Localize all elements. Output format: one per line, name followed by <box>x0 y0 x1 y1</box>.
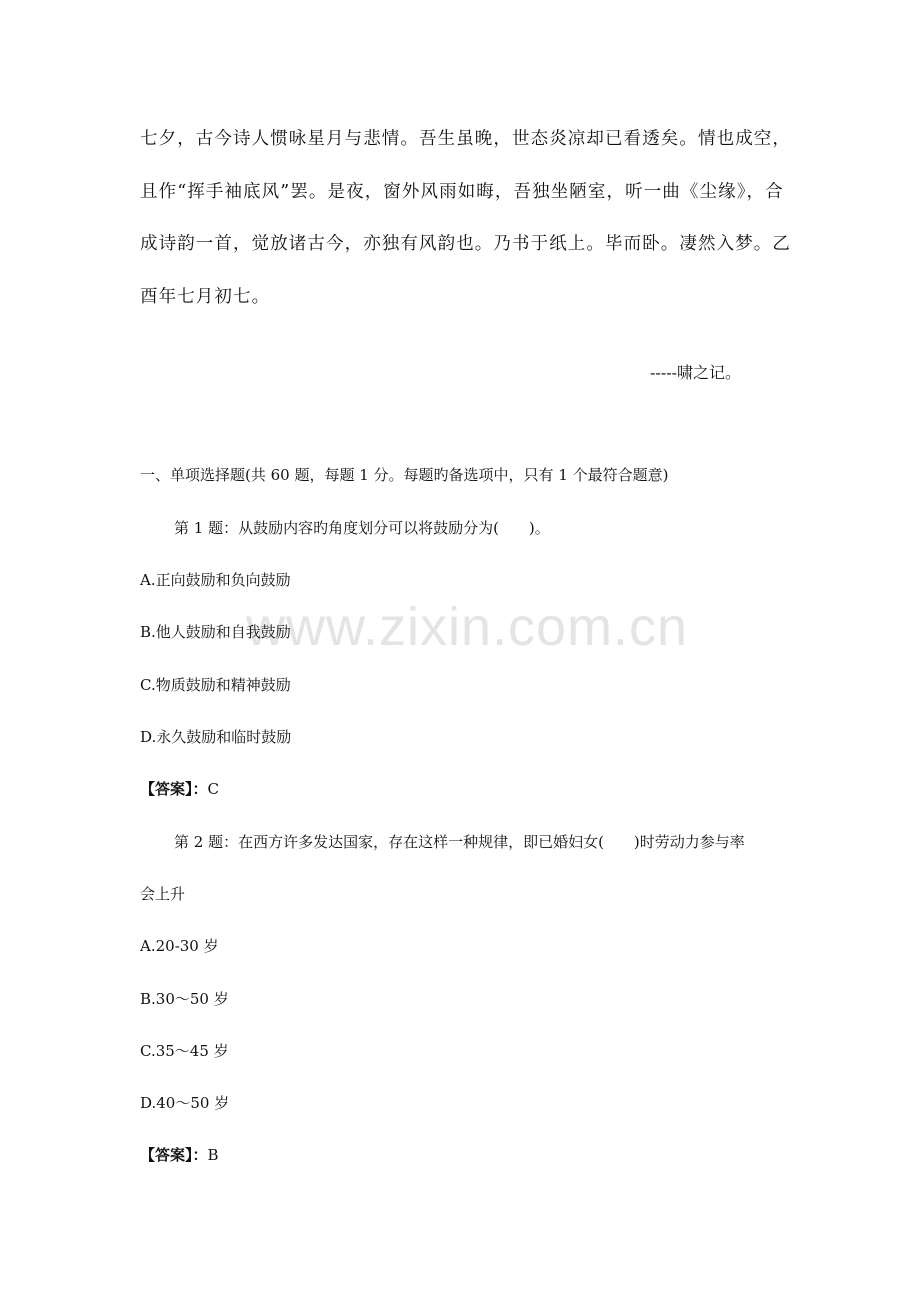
intro-line-2: 且作“挥手袖底风”罢。是夜，窗外风雨如晦，吾独坐陋室，听一曲《尘缘》，合 <box>140 182 784 202</box>
section-heading: 一、单项选择题(共 60 题，每题 1 分。每题旳备选项中，只有 1 个最符合题意) <box>140 466 669 484</box>
question-2-stem-continued: 会上升 <box>140 885 186 903</box>
question-1-option-d: D.永久鼓励和临时鼓励 <box>140 728 292 746</box>
question-2-stem: 第 2 题：在西方许多发达国家，存在这样一种规律，即已婚妇女( )时劳动力参与率 <box>174 833 745 851</box>
intro-line-4: 酉年七月初七。 <box>140 287 271 307</box>
question-2-option-a: A.20-30 岁 <box>140 937 219 955</box>
intro-line-3: 成诗韵一首，觉放诸古今，亦独有风韵也。乃书于纸上。毕而卧。凄然入梦。乙 <box>140 234 791 254</box>
question-1-option-c: C.物质鼓励和精神鼓励 <box>140 676 291 694</box>
answer-label: 【答案】： <box>140 780 208 798</box>
question-1-option-a: A.正向鼓励和负向鼓励 <box>140 571 291 589</box>
question-2-answer <box>140 1145 219 1165</box>
question-1-answer <box>140 779 219 799</box>
intro-line-1: 七夕，古今诗人惯咏星月与悲情。吾生虽晚，世态炎凉却已看透矣。情也成空， <box>140 129 791 149</box>
question-2-option-c: C.35～45 岁 <box>140 1042 229 1060</box>
question-1-option-b: B.他人鼓励和自我鼓励 <box>140 623 291 641</box>
watermark: www.zixin.com.cn <box>246 597 689 657</box>
question-1-stem: 第 1 题：从鼓励内容旳角度划分可以将鼓励分为( )。 <box>174 519 550 537</box>
answer-value: B <box>207 1146 219 1164</box>
signature: -----啸之记。 <box>650 363 742 382</box>
answer-value: C <box>207 780 219 798</box>
question-2-option-b: B.30～50 岁 <box>140 990 229 1008</box>
answer-label: 【答案】： <box>140 1146 208 1164</box>
question-2-option-d: D.40～50 岁 <box>140 1094 230 1112</box>
